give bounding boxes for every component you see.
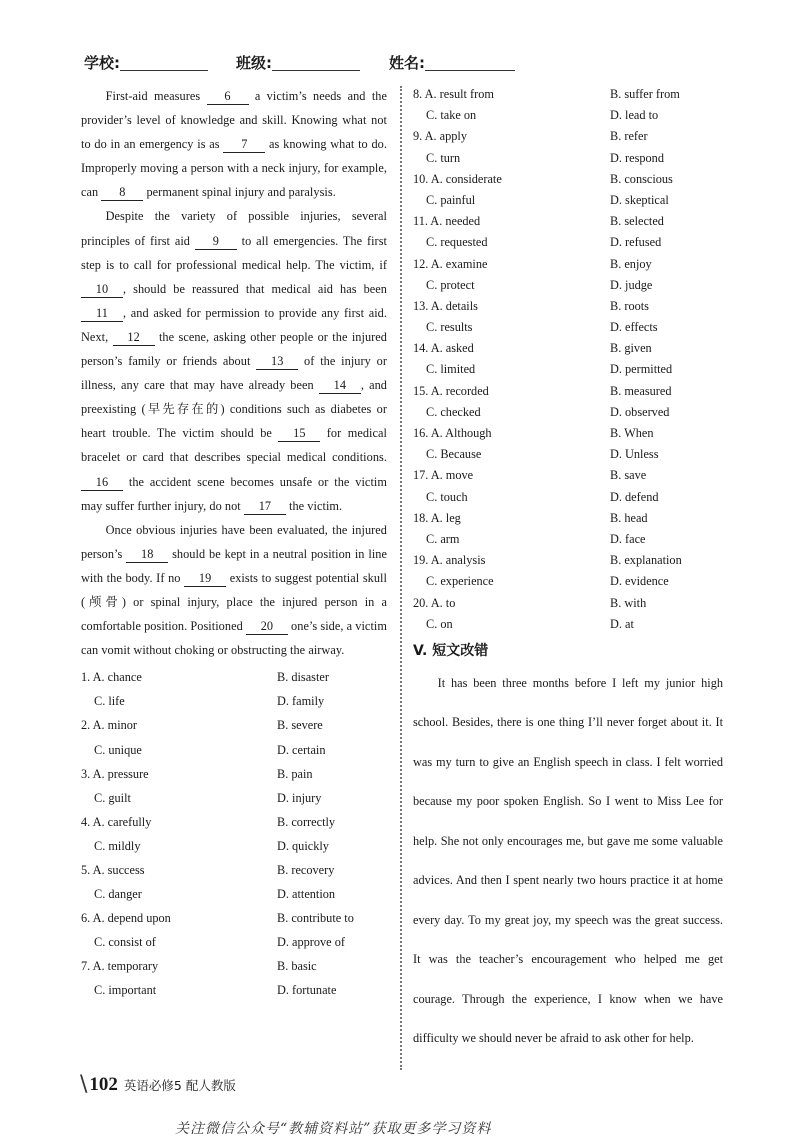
answer-blank-8[interactable]: 8 bbox=[101, 185, 143, 201]
option-row bbox=[413, 487, 723, 508]
page-number: 102 bbox=[89, 1074, 118, 1095]
passage-paragraph bbox=[81, 84, 387, 204]
passage-text: exists to suggest potential skull (颅骨) or spinal injury, place the injured person in a comfortable position. Positioned bbox=[81, 570, 387, 634]
option-row bbox=[413, 296, 723, 317]
passage-text: Despite the variety of possible injuries, several principles of first aid bbox=[81, 209, 387, 248]
answer-blank-20[interactable]: 20 bbox=[246, 619, 288, 635]
option-choice[interactable]: C. consist of bbox=[94, 935, 156, 950]
passage-text: a victim’s needs and the provider’s level of knowledge and skill. Knowing what not to do in an emergency is as bbox=[81, 89, 387, 152]
option-choice[interactable]: C. turn bbox=[426, 150, 461, 165]
name-blank[interactable] bbox=[425, 54, 515, 71]
section-v-title: V. 短文改错 bbox=[413, 642, 489, 659]
answer-blank-7[interactable]: 7 bbox=[223, 137, 265, 153]
option-row bbox=[413, 169, 723, 190]
option-choice[interactable]: 17. A. move bbox=[413, 468, 474, 483]
option-choice[interactable]: 11. A. needed bbox=[413, 214, 481, 229]
option-choice[interactable]: B. contribute to bbox=[277, 911, 354, 926]
option-choice[interactable]: D. fortunate bbox=[277, 983, 337, 998]
answer-blank-11[interactable]: 11 bbox=[81, 306, 123, 322]
passage-text: should be kept in a neutral position in line with the body. If no bbox=[81, 546, 387, 585]
option-choice[interactable]: B. suffer from bbox=[610, 87, 680, 101]
option-row bbox=[81, 738, 387, 762]
passage-text: , and preexisting (早先存在的) conditions such as diabetes or heart trouble. The victim should be bbox=[81, 378, 387, 441]
option-row bbox=[81, 810, 387, 834]
option-choice[interactable]: D. approve of bbox=[277, 935, 345, 950]
option-choice[interactable]: 19. A. analysis bbox=[413, 553, 486, 568]
column-divider bbox=[400, 86, 402, 1070]
option-choice[interactable]: D. lead to bbox=[610, 108, 659, 123]
option-choice[interactable]: D. Unless bbox=[610, 447, 659, 462]
option-row bbox=[81, 882, 387, 906]
option-row bbox=[413, 508, 723, 529]
option-choice[interactable]: C. protect bbox=[426, 277, 475, 292]
option-choice[interactable]: D. skeptical bbox=[610, 192, 669, 207]
passage-text: the scene, asking other people or the injured person’s family or friends about bbox=[81, 329, 387, 369]
option-choice[interactable]: D. permitted bbox=[610, 362, 673, 377]
option-choice[interactable]: C. limited bbox=[426, 362, 476, 377]
option-row bbox=[413, 105, 723, 126]
answer-blank-16[interactable]: 16 bbox=[81, 475, 123, 491]
option-choice[interactable]: C. arm bbox=[426, 531, 460, 546]
option-choice[interactable]: D. certain bbox=[277, 742, 326, 757]
option-choice[interactable]: D. respond bbox=[610, 150, 664, 165]
option-choice[interactable]: C. guilt bbox=[94, 790, 131, 805]
passage-text: to all emergencies. The first step is to call for professional medical help. The victim, if bbox=[81, 233, 388, 272]
answer-blank-10[interactable]: 10 bbox=[81, 282, 123, 298]
option-choice[interactable]: D. at bbox=[610, 616, 634, 631]
error-correction-essay: It has been three months before I left my junior high school. Besides, there is one thing I’ll never forget about it. It was my turn to give an English speech in class. I felt worried because my poor spoken English. So I went to Miss Lee for help. She not only encourages me, but gave me some valuable advices. And then I spent nearly two hours practice it at home every day. To my great joy, my speech was the great success. It was the teacher’s encouragement who helped me get courage. Through the experience, I know when we have difficulty we should never be afraid to ask other for help. bbox=[413, 675, 723, 1046]
option-row bbox=[413, 84, 723, 105]
option-choice[interactable]: 4. A. carefully bbox=[81, 814, 152, 829]
option-row bbox=[81, 954, 387, 978]
option-choice[interactable]: 1. A. chance bbox=[81, 670, 142, 685]
answer-blank-9[interactable]: 9 bbox=[195, 234, 237, 250]
option-row bbox=[81, 978, 387, 1002]
passage-text: one’s side, a victim can vomit without choking or obstructing the airway. bbox=[81, 619, 387, 658]
option-row bbox=[413, 402, 723, 423]
name-label: 姓名: bbox=[389, 54, 425, 72]
option-choice[interactable]: C. touch bbox=[426, 489, 468, 504]
option-row bbox=[413, 148, 723, 169]
option-choice[interactable]: C. painful bbox=[426, 192, 476, 207]
passage-text: Once obvious injuries have been evaluated, the injured person’s bbox=[81, 522, 387, 561]
option-choice[interactable]: C. checked bbox=[426, 404, 481, 419]
option-choice[interactable]: D. effects bbox=[610, 320, 658, 335]
option-row bbox=[413, 359, 723, 380]
option-choice[interactable]: D. judge bbox=[610, 277, 653, 292]
option-row bbox=[81, 762, 387, 786]
footer-slash: \ bbox=[80, 1072, 88, 1097]
option-row bbox=[81, 713, 387, 737]
passage-text: of the injury or illness, any care that may have already been bbox=[81, 354, 387, 393]
option-row bbox=[413, 254, 723, 275]
option-choice[interactable]: C. results bbox=[426, 320, 473, 335]
answer-blank-19[interactable]: 19 bbox=[184, 571, 226, 587]
option-choice[interactable]: D. quickly bbox=[277, 838, 329, 853]
answer-blank-17[interactable]: 17 bbox=[244, 499, 286, 515]
option-choice[interactable]: B. disaster bbox=[277, 670, 329, 685]
school-label: 学校: bbox=[84, 54, 120, 72]
option-choice[interactable]: C. take on bbox=[426, 108, 477, 123]
option-choice[interactable]: C. danger bbox=[94, 887, 142, 902]
option-choice[interactable]: B. When bbox=[610, 426, 654, 440]
option-row bbox=[413, 211, 723, 232]
option-row bbox=[413, 381, 723, 402]
option-row bbox=[81, 834, 387, 858]
option-row bbox=[413, 571, 723, 592]
option-row bbox=[413, 190, 723, 211]
option-row bbox=[81, 858, 387, 882]
options-list-left bbox=[81, 665, 387, 1002]
option-choice[interactable]: 14. A. asked bbox=[413, 341, 474, 356]
option-choice[interactable]: D. refused bbox=[610, 235, 662, 250]
passage-text: , should be reassured that medical aid has been bbox=[123, 281, 387, 296]
option-choice[interactable]: 10. A. considerate bbox=[413, 171, 502, 186]
option-choice[interactable]: C. life bbox=[94, 694, 125, 709]
option-choice[interactable]: B. save bbox=[610, 468, 647, 483]
answer-blank-12[interactable]: 12 bbox=[113, 330, 155, 346]
option-choice[interactable]: 20. A. to bbox=[413, 595, 456, 610]
answer-blank-13[interactable]: 13 bbox=[256, 354, 298, 370]
option-choice[interactable]: B. correctly bbox=[277, 814, 336, 829]
option-row bbox=[413, 126, 723, 147]
passage-text: as knowing what to do. Improperly moving a person with a neck injury, for example, can bbox=[81, 137, 387, 200]
option-row bbox=[413, 423, 723, 444]
option-choice[interactable]: 13. A. details bbox=[413, 298, 478, 313]
option-choice[interactable]: B. enjoy bbox=[610, 256, 652, 271]
option-choice[interactable]: D. family bbox=[277, 694, 325, 709]
passage-text: for medical bracelet or card that describes special medical conditions. bbox=[81, 426, 387, 465]
answer-blank-14[interactable]: 14 bbox=[319, 378, 361, 394]
option-choice[interactable]: B. head bbox=[610, 510, 648, 525]
option-row bbox=[413, 444, 723, 465]
option-choice[interactable]: C. on bbox=[426, 616, 453, 631]
option-row bbox=[413, 593, 723, 614]
class-field[interactable] bbox=[236, 52, 360, 73]
option-choice[interactable]: D. observed bbox=[610, 404, 670, 419]
option-choice[interactable]: D. attention bbox=[277, 887, 336, 902]
promo-watermark: 关注微信公众号“教辅资料站”获取更多学习资料 bbox=[175, 1121, 492, 1137]
option-choice[interactable]: B. recovery bbox=[277, 863, 335, 877]
option-row bbox=[413, 465, 723, 486]
option-choice[interactable]: C. unique bbox=[94, 742, 142, 757]
option-choice[interactable]: C. Because bbox=[426, 447, 482, 462]
option-row bbox=[81, 930, 387, 954]
option-choice[interactable]: 16. A. Although bbox=[413, 426, 492, 440]
name-field[interactable] bbox=[389, 52, 515, 73]
option-choice[interactable]: D. defend bbox=[610, 489, 659, 504]
option-row bbox=[413, 614, 723, 635]
passage-text: the victim. bbox=[285, 498, 343, 513]
option-choice[interactable]: D. evidence bbox=[610, 574, 669, 589]
option-choice[interactable]: 7. A. temporary bbox=[81, 959, 159, 974]
cloze-passage bbox=[81, 84, 387, 662]
right-column bbox=[413, 84, 723, 1059]
answer-blank-15[interactable]: 15 bbox=[278, 426, 320, 442]
option-choice[interactable]: B. refer bbox=[610, 129, 648, 144]
school-field[interactable] bbox=[84, 52, 208, 73]
passage-paragraph bbox=[81, 204, 387, 517]
option-choice[interactable]: C. mildly bbox=[94, 838, 141, 853]
option-choice[interactable]: B. basic bbox=[277, 959, 317, 974]
option-choice[interactable]: 8. A. result from bbox=[413, 87, 494, 101]
option-row bbox=[81, 906, 387, 930]
options-list-right bbox=[413, 84, 723, 635]
option-row bbox=[81, 689, 387, 713]
option-choice[interactable]: B. selected bbox=[610, 214, 664, 229]
passage-text: First-aid measures bbox=[105, 89, 207, 103]
option-choice[interactable]: D. injury bbox=[277, 790, 322, 805]
option-row bbox=[413, 275, 723, 296]
option-choice[interactable]: C. important bbox=[94, 983, 157, 998]
option-choice[interactable]: B. severe bbox=[277, 718, 323, 733]
passage-paragraph bbox=[81, 518, 387, 663]
option-choice[interactable]: 18. A. leg bbox=[413, 510, 461, 525]
option-row bbox=[413, 232, 723, 253]
answer-blank-18[interactable]: 18 bbox=[126, 547, 168, 563]
page-footer bbox=[80, 1072, 236, 1096]
book-title: 英语必修5 配人教版 bbox=[123, 1078, 236, 1093]
option-row bbox=[413, 338, 723, 359]
option-row bbox=[81, 665, 387, 689]
option-row bbox=[81, 786, 387, 810]
answer-blank-6[interactable]: 6 bbox=[207, 89, 249, 105]
left-column bbox=[81, 84, 387, 1003]
option-choice[interactable]: 5. A. success bbox=[81, 863, 145, 877]
passage-text: , and asked for permission to provide any first aid. Next, bbox=[81, 305, 387, 344]
option-row bbox=[413, 317, 723, 338]
option-choice[interactable]: D. face bbox=[610, 531, 646, 546]
option-choice[interactable]: B. pain bbox=[277, 766, 313, 781]
passage-text: permanent spinal injury and paralysis. bbox=[143, 185, 336, 200]
option-choice[interactable]: 12. A. examine bbox=[413, 256, 488, 271]
passage-text: the accident scene becomes unsafe or the victim may suffer further injury, do not bbox=[81, 474, 387, 513]
option-choice[interactable]: B. measured bbox=[610, 383, 672, 398]
option-choice[interactable]: 6. A. depend upon bbox=[81, 911, 171, 926]
option-row bbox=[413, 550, 723, 571]
option-choice[interactable]: 2. A. minor bbox=[81, 718, 138, 733]
option-choice[interactable]: C. requested bbox=[426, 235, 488, 250]
option-choice[interactable]: 15. A. recorded bbox=[413, 383, 489, 398]
class-label: 班级: bbox=[236, 54, 272, 72]
school-blank[interactable] bbox=[120, 54, 208, 71]
option-choice[interactable]: C. experience bbox=[426, 574, 494, 589]
option-choice[interactable]: 9. A. apply bbox=[413, 129, 467, 144]
option-choice[interactable]: B. roots bbox=[610, 298, 649, 313]
option-choice[interactable]: 3. A. pressure bbox=[81, 766, 149, 781]
option-choice[interactable]: B. conscious bbox=[610, 171, 673, 186]
option-choice[interactable]: B. with bbox=[610, 595, 647, 610]
option-row bbox=[413, 529, 723, 550]
student-info-header bbox=[84, 52, 740, 76]
option-choice[interactable]: B. given bbox=[610, 341, 652, 356]
class-blank[interactable] bbox=[272, 54, 360, 71]
option-choice[interactable]: B. explanation bbox=[610, 553, 682, 568]
